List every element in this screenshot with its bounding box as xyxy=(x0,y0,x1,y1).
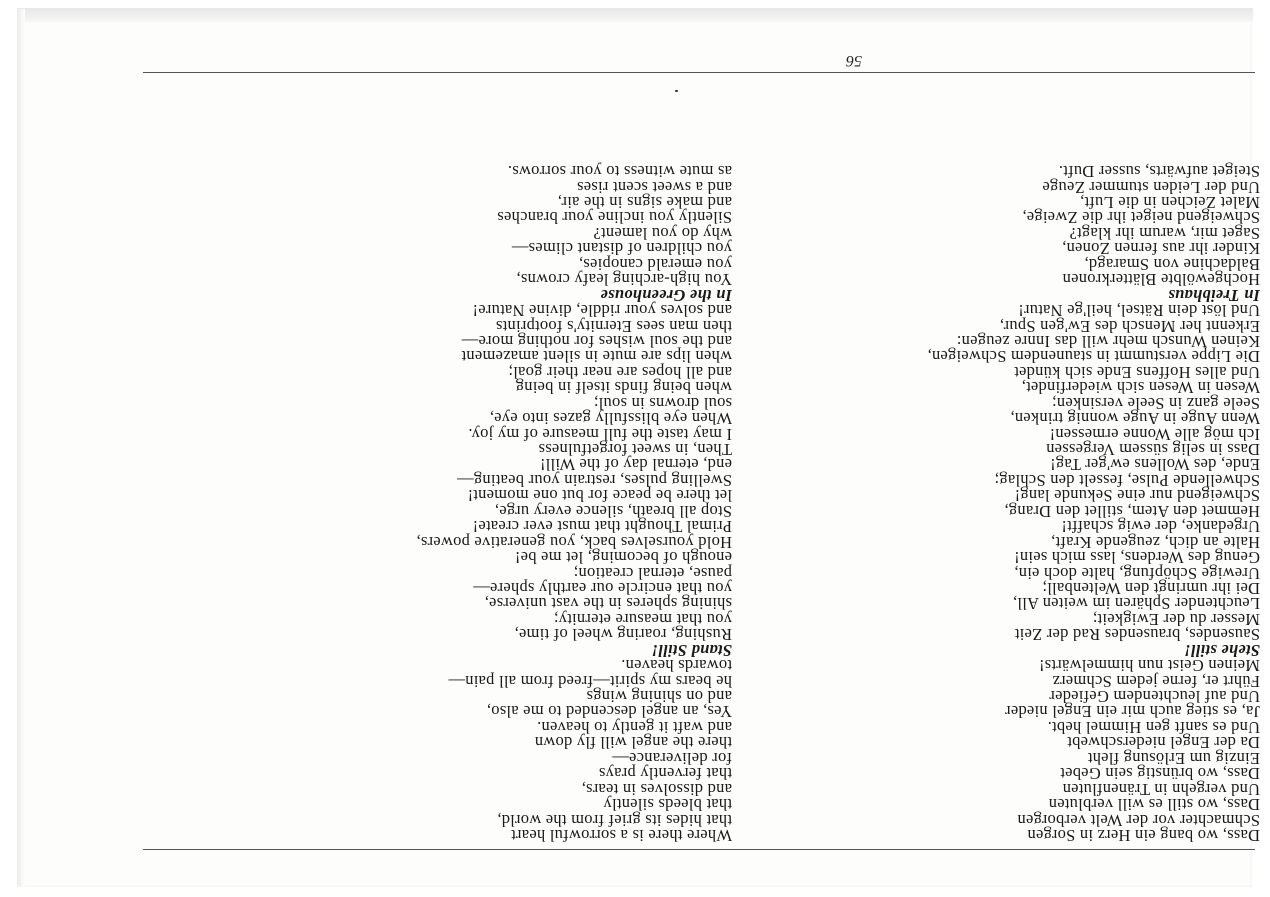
german-poem-line: Dass, wo bang ein Herz in Sorgen xyxy=(1027,826,1260,845)
german-poem-line: Schwellende Pulse, fesselt den Schlag; xyxy=(994,470,1260,490)
english-poem-line: that bleeds silently xyxy=(603,795,732,815)
german-poem-line: Ja, es stieg auch mir ein Engel nieder xyxy=(1004,702,1260,722)
english-poem-line: and make signs in the air, xyxy=(557,193,732,213)
english-poem-line: and on shining wings xyxy=(586,687,732,707)
english-poem-line: he bears my spirit—freed from all pain— xyxy=(448,671,732,691)
german-poem-line: Dass, wo brünstig sein Gebet xyxy=(1060,764,1260,784)
english-poem-line: Where there is a sorrowful heart xyxy=(510,826,732,845)
english-poem-line: why do you lament? xyxy=(593,223,732,243)
english-poem-line: enough of becoming, let me be! xyxy=(514,548,732,568)
page-number: 56 xyxy=(846,52,862,69)
english-poem-line: Then, in sweet forgetfulness xyxy=(538,440,732,460)
english-poem-line: that hides its grief from the world, xyxy=(497,810,732,830)
english-poem-line: soul drowns in soul; xyxy=(593,393,732,413)
german-poem-line: Messer du der Ewigkeit; xyxy=(1092,609,1260,629)
english-poem-line: Primal Thought that must ever create! xyxy=(472,517,732,537)
english-poem-line: and dissolves in tears, xyxy=(581,779,732,799)
german-poem-line: Genug des Werdens, lass mich sein! xyxy=(1013,548,1260,568)
german-poem-line: Und alles Hoffens Ende sich kündet xyxy=(1013,362,1260,382)
english-poem-line: you children of distant climes— xyxy=(511,239,732,259)
german-poem-line: Die Lippe verstummt in staunendem Schweigen, xyxy=(927,347,1260,367)
english-poem-line: Yes, an angel descended to me also, xyxy=(486,702,732,722)
english-poem-line: You high-arching leafy crowns, xyxy=(516,270,732,290)
german-poem-line: Keinen Wunsch mehr will das Innre zeugen: xyxy=(956,332,1260,351)
english-poem-line: When eye blissfully gazes into eye, xyxy=(489,409,732,429)
german-poem-line: Dass, wo still es will verbluten xyxy=(1048,795,1260,815)
english-poem-line: and solves your riddle, divine Nature! xyxy=(472,301,732,321)
german-poem-line: Halte an dich, zeugende Kraft, xyxy=(1050,532,1260,552)
german-poem-line: Wesen in Wesen sich wiederfindet, xyxy=(1021,378,1260,398)
german-poem-line: Dass in selig süssem Vergessen xyxy=(1045,440,1260,460)
english-poem-line: and all hopes are near their goal; xyxy=(508,362,732,382)
german-poem-line: Schweigend neiget ihr die Zweige, xyxy=(1022,208,1260,228)
german-poem-line: Ende, des Wollens ew'ger Tag! xyxy=(1049,455,1260,475)
german-poem-line: Baldachine von Smaragd, xyxy=(1084,254,1260,274)
english-poem-title: In the Greenhouse xyxy=(600,285,732,305)
german-poem-title: Stehe still! xyxy=(1184,640,1260,660)
german-poem-line: Da der Engel niederschwebt xyxy=(1067,733,1260,753)
english-poem-line: pause, eternal creation; xyxy=(573,563,732,583)
english-poem-line: Stop all breath, silence every urge, xyxy=(494,501,732,521)
german-poem-title: In Treibhaus xyxy=(1168,285,1260,305)
gutter-mark xyxy=(675,90,678,92)
german-poem-line: Und vergehn in Tränenfluten xyxy=(1062,779,1260,799)
english-poem-line: Swelling pulses, restrain your beating— xyxy=(456,470,732,490)
english-poem-line: Rushing, roaring wheel of time, xyxy=(514,625,732,645)
bottom-rule xyxy=(143,72,1255,73)
english-poem-line: you that measure eternity; xyxy=(553,609,732,629)
german-poem-line: Seele ganz in Seele versinken; xyxy=(1051,393,1260,413)
english-poem-line: Hold yourselves back, you generative powers, xyxy=(416,532,732,552)
english-poem-line: Silently you incline your branches xyxy=(497,208,732,228)
german-poem-line: Schmachter vor der Welt verborgen xyxy=(1017,810,1260,830)
german-poem-line: Und auf leuchtendem Gefieder xyxy=(1049,687,1260,707)
english-poem-line: I may taste the full measure of my joy. xyxy=(468,424,732,444)
german-poem-line: Wenn Auge in Auge wonnig trinken, xyxy=(1010,409,1260,429)
german-poem-line: Malet Zeichen in die Luft, xyxy=(1079,193,1260,213)
german-poem-line: Kinder ihr aus fernen Zonen, xyxy=(1061,239,1260,259)
german-poem-line: Steiget aufwärts, susser Duft. xyxy=(1058,162,1260,182)
english-text-column xyxy=(416,164,732,843)
english-poem-line: when lips are mute in silent amazement xyxy=(461,347,732,367)
german-poem-line: Leuchtender Sphären im weiten All, xyxy=(1012,594,1260,614)
english-poem-title: Stand Still! xyxy=(651,640,732,660)
german-poem-line: Und es sanft gen Himmel hebt. xyxy=(1047,717,1260,737)
english-poem-line: and the soul wishes for nothing more— xyxy=(461,332,732,351)
german-poem-line: Saget mir, warum ihr klagt? xyxy=(1069,223,1260,243)
german-poem-line: Und löst dein Rätsel, heil'ge Natur! xyxy=(1017,301,1260,321)
english-poem-line: as mute witness to your sorrows. xyxy=(507,162,732,182)
german-poem-line: Hochgewölbte Blätterkronen xyxy=(1062,270,1260,290)
german-poem-line: Sausendes, brausendes Rad der Zeit xyxy=(1014,625,1260,645)
german-poem-line: Meinen Geist nun himmelwärts! xyxy=(1038,656,1260,676)
top-rule xyxy=(143,849,1255,850)
german-poem-line: Urgedanke, der ewig schafft! xyxy=(1061,517,1260,537)
english-poem-line: you emerald canopies, xyxy=(578,254,732,274)
english-poem-line: there the angel will fly down xyxy=(534,733,732,753)
german-poem-line: Einzig um Erlösung fleht xyxy=(1087,748,1260,768)
german-poem-line: Ich mög alle Wonne ermessen! xyxy=(1049,424,1260,444)
english-poem-line: let there be peace for but one moment! xyxy=(467,486,732,506)
english-poem-line: end, eternal day of the Will! xyxy=(539,455,732,475)
german-poem-line: Erkennt her Mensch des Ew'gen Spur, xyxy=(999,316,1260,336)
german-text-column xyxy=(927,164,1260,843)
english-poem-line: you that encircle our earthly sphere— xyxy=(473,579,732,598)
english-poem-line: then man sees Eternity's footprints xyxy=(495,316,732,336)
german-poem-line: Dei ihr umringt den Weltenball; xyxy=(1042,579,1260,598)
german-poem-line: Und der Leiden stummer Zeuge xyxy=(1042,177,1260,197)
english-poem-line: and a sweet scent rises xyxy=(576,177,732,197)
german-poem-line: Führt er, ferne jedem Schmerz xyxy=(1052,671,1260,691)
german-poem-line: Urewige Schöpfung, halte doch ein, xyxy=(1014,563,1260,583)
english-poem-line: that fervently prays xyxy=(598,764,732,784)
english-poem-line: towards heaven. xyxy=(621,656,732,676)
german-poem-line: Schweigend nur eine Sekunde lang! xyxy=(1014,486,1260,506)
german-poem-line: Hemmet den Atem, stillet den Drang, xyxy=(1004,501,1260,521)
english-poem-line: shining spheres in the vast universe, xyxy=(484,594,732,614)
english-poem-line: for deliverance— xyxy=(612,748,732,768)
english-poem-line: when being finds itself in being xyxy=(515,378,732,398)
english-poem-line: and waft it gently to heaven. xyxy=(536,717,732,737)
